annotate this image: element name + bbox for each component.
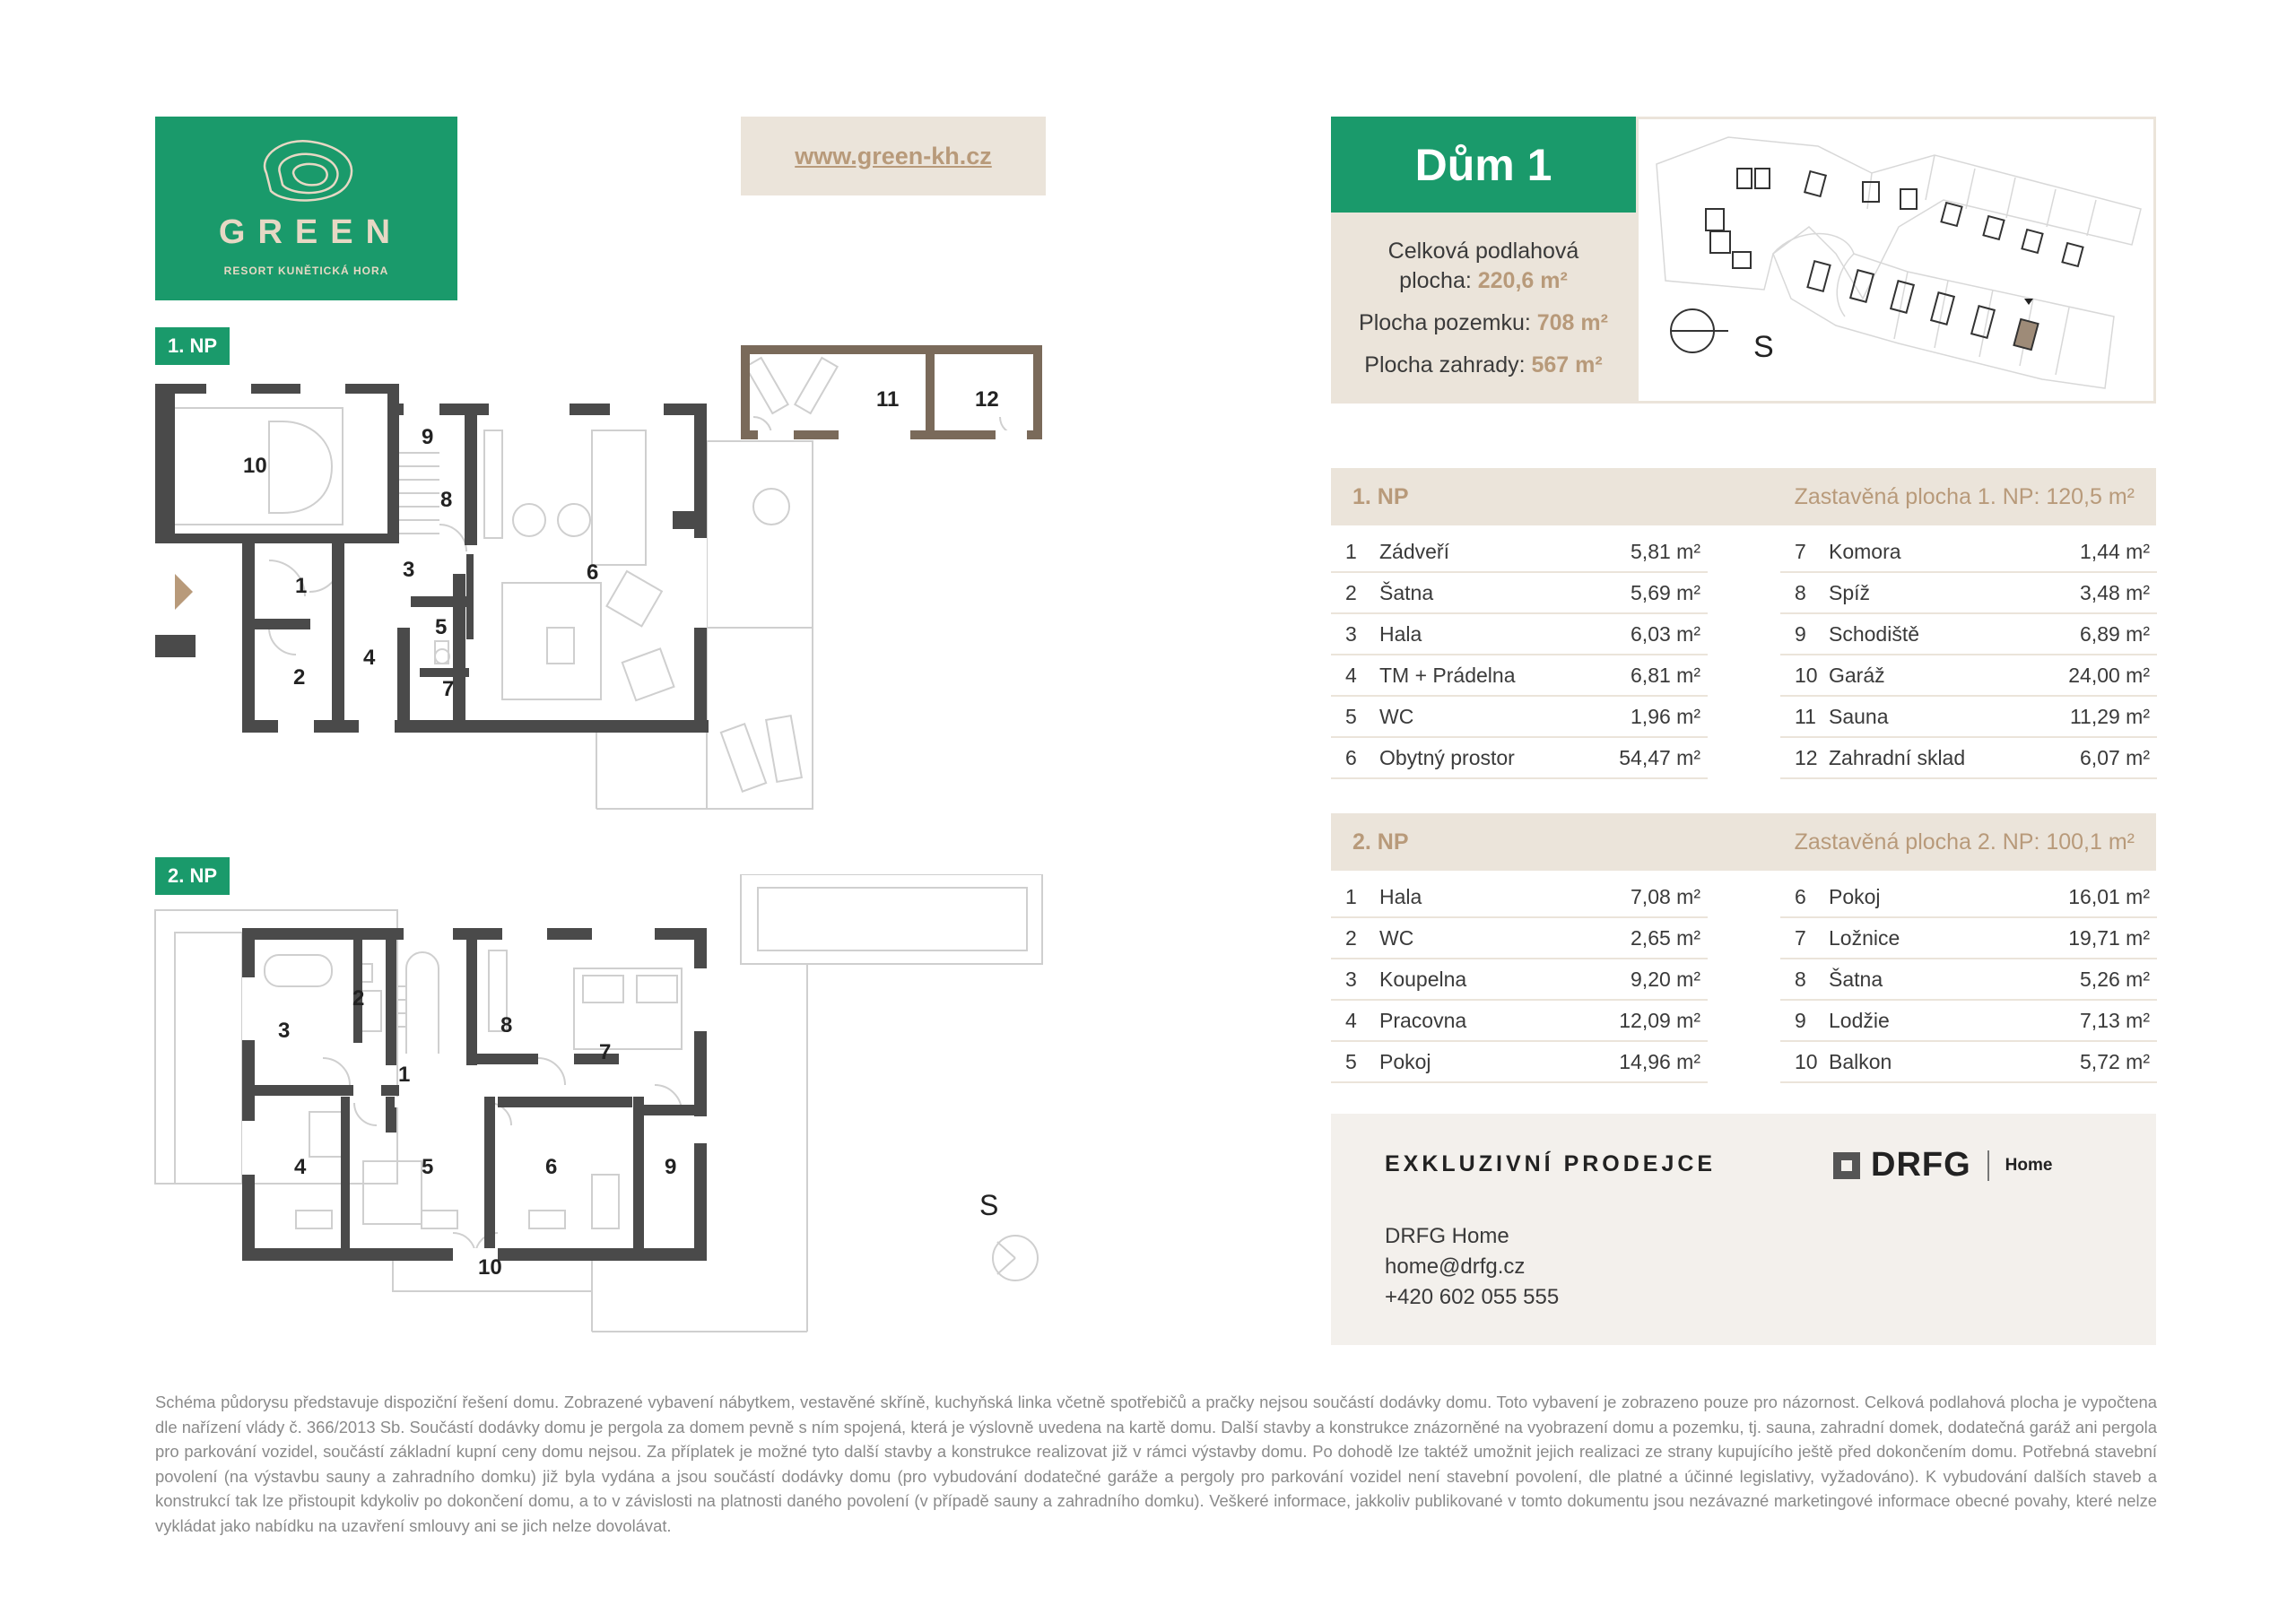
room-number: 12 xyxy=(1795,746,1818,769)
room-number: 9 xyxy=(1795,622,1806,646)
np2-title: 2. NP xyxy=(1352,829,1409,855)
room-label: 1 xyxy=(398,1063,411,1087)
room-label: 5 xyxy=(422,1155,434,1179)
room-number: 5 xyxy=(1345,1050,1357,1073)
room-label: 10 xyxy=(478,1255,502,1280)
room-name: TM + Prádelna xyxy=(1379,664,1516,687)
disclaimer: Schéma půdorysu představuje dispoziční řešení domu. Zobrazené vybavení nábytkem, vestavěné skříně, kuchyňská linka včetně spotřebičů a pračky nejsou součástí dodávky domu. Toto vybavení je zobrazeno pouze pro názornost. Celková podlahová plocha je vypočtena dle nařízení vlády č. 366/2013 Sb. Součástí dodávky domu je pergola za domem pevně s ním spojená, která je výslovně uvedena na kartě domu. Další stavby a konstrukce znázorněné na vyobrazení domu a pozemku, tj. sauna, zahradní domek, dodatečná garáž ani pergola pro parkování vozidel, součástí základní kupní ceny domu nejsou. Za příplatek je možné tyto další stavby a konstrukce realizovat již v rámci výstavby domu. Po dohodě lze taktéž umožnit jejich realizaci ze strany kupujícího ještě před dokončením domu. Potřebná stavební povolení (na výstavbu sauny a zahradního domku) již byla vydána a jsou součástí dodávky domu (pro vybudování dodatečné garáže a pergoly pro parkování vozidel není stavební povolení, dle platné a účinné legislativy, vyžadováno). K vybudování dalších staveb a konstrukcí tak lze přistoupit kdykoliv po dokončení domu, a to v závislosti na platnosti daného povolení (v případě sauny a zahradního domku). Veškeré informace, jakkoliv publikované v tomto dokumentu jsou nezávazné marketingové informace obecné povahy, které nelze vykládat jako nabídku na uzavření smlouvy ani se jich nelze dovolávat. xyxy=(155,1393,2157,1535)
logo-subtitle: RESORT KUNĚTICKÁ HORA xyxy=(223,265,389,277)
room-area: 24,00 m² xyxy=(2068,664,2150,687)
table-row xyxy=(1331,696,1708,738)
room-label: 9 xyxy=(665,1155,677,1179)
table-row xyxy=(1780,1000,2157,1042)
room-label: 3 xyxy=(403,558,415,582)
seller-phone[interactable]: +420 602 055 555 xyxy=(1385,1285,1560,1309)
floor-badge-np1: 1. NP xyxy=(155,327,230,365)
floor-plan-np2 xyxy=(152,874,1058,1341)
total-area: plocha: 220,6 m² xyxy=(1399,268,1568,293)
room-area: 2,65 m² xyxy=(1631,926,1700,950)
np1-built-area: Zastavěná plocha 1. NP: 120,5 m² xyxy=(1794,484,2135,509)
room-label: 11 xyxy=(876,387,900,412)
room-name: Balkon xyxy=(1829,1050,1892,1073)
site-map-drawing xyxy=(1639,119,2153,401)
room-number: 10 xyxy=(1795,664,1818,687)
room-area: 5,72 m² xyxy=(2080,1050,2150,1073)
room-number: 5 xyxy=(1345,705,1357,728)
table-row xyxy=(1780,917,2157,959)
room-area: 9,20 m² xyxy=(1631,968,1700,991)
room-area: 14,96 m² xyxy=(1619,1050,1700,1073)
room-label: 9 xyxy=(422,425,434,449)
table-row xyxy=(1780,737,2157,779)
table-row xyxy=(1780,655,2157,697)
room-area: 5,26 m² xyxy=(2080,968,2150,991)
site-map-compass: S xyxy=(1753,330,1774,364)
room-name: Šatna xyxy=(1379,581,1434,604)
plot-area: Plocha pozemku: 708 m² xyxy=(1359,310,1608,335)
seller-contacts xyxy=(1385,1221,1559,1313)
room-area: 6,81 m² xyxy=(1631,664,1700,687)
room-label: 2 xyxy=(293,665,306,690)
room-area: 5,81 m² xyxy=(1631,540,1700,563)
room-name: Ložnice xyxy=(1829,926,1900,950)
room-label: 4 xyxy=(294,1155,307,1179)
room-area: 7,08 m² xyxy=(1631,885,1700,908)
room-name: Lodžie xyxy=(1829,1009,1890,1032)
garden-area: Plocha zahrady: 567 m² xyxy=(1364,352,1603,378)
room-label: 5 xyxy=(435,615,448,639)
room-area: 6,03 m² xyxy=(1631,622,1700,646)
room-number: 4 xyxy=(1345,1009,1357,1032)
room-area: 19,71 m² xyxy=(2068,926,2150,950)
room-area: 6,07 m² xyxy=(2080,746,2150,769)
house-areas xyxy=(1331,213,1636,404)
floor-plan-np1 xyxy=(152,345,1058,816)
np2-built-area: Zastavěná plocha 2. NP: 100,1 m² xyxy=(1794,829,2135,855)
room-area: 7,13 m² xyxy=(2080,1009,2150,1032)
compass-letter: S xyxy=(979,1189,999,1221)
seller-heading: EXKLUZIVNÍ PRODEJCE xyxy=(1385,1151,1717,1176)
room-area: 16,01 m² xyxy=(2068,885,2150,908)
room-name: Pokoj xyxy=(1379,1050,1431,1073)
room-name: Schodiště xyxy=(1829,622,1920,646)
room-name: Obytný prostor xyxy=(1379,746,1515,769)
room-name: WC xyxy=(1379,926,1414,950)
room-label: 8 xyxy=(500,1013,513,1037)
table-row xyxy=(1780,1041,2157,1083)
room-name: Pracovna xyxy=(1379,1009,1467,1032)
room-label: 6 xyxy=(545,1155,558,1179)
room-label: 7 xyxy=(442,677,455,701)
room-label: 7 xyxy=(599,1040,612,1064)
room-area: 12,09 m² xyxy=(1619,1009,1700,1032)
table-row xyxy=(1331,876,1708,918)
room-area: 1,96 m² xyxy=(1631,705,1700,728)
table-row xyxy=(1331,655,1708,697)
room-name: Hala xyxy=(1379,885,1422,908)
table-row xyxy=(1780,696,2157,738)
table-row xyxy=(1331,613,1708,655)
room-name: Zahradní sklad xyxy=(1829,746,1966,769)
room-label: 8 xyxy=(440,488,453,512)
room-name: Zádveří xyxy=(1379,540,1449,563)
room-number: 3 xyxy=(1345,968,1357,991)
lake-logo-icon xyxy=(248,133,365,209)
np2-section-header xyxy=(1331,813,2156,871)
room-number: 4 xyxy=(1345,664,1357,687)
room-number: 7 xyxy=(1795,926,1806,950)
table-row xyxy=(1331,572,1708,614)
room-name: Spíž xyxy=(1829,581,1871,604)
room-number: 8 xyxy=(1795,968,1806,991)
room-name: Koupelna xyxy=(1379,968,1467,991)
seller-email[interactable]: home@drfg.cz xyxy=(1385,1254,1526,1279)
room-area: 11,29 m² xyxy=(2069,705,2150,728)
room-number: 8 xyxy=(1795,581,1806,604)
room-area: 6,89 m² xyxy=(2080,622,2150,646)
room-name: Šatna xyxy=(1829,968,1883,991)
table-row xyxy=(1331,1041,1708,1083)
room-name: Garáž xyxy=(1829,664,1885,687)
room-name: WC xyxy=(1379,705,1414,728)
np1-section-header xyxy=(1331,468,2156,525)
table-row xyxy=(1780,613,2157,655)
room-label: 10 xyxy=(243,454,267,478)
room-label: 4 xyxy=(363,646,376,670)
room-name: Sauna xyxy=(1829,705,1889,728)
table-row xyxy=(1331,531,1708,573)
room-number: 9 xyxy=(1795,1009,1806,1032)
room-area: 5,69 m² xyxy=(1631,581,1700,604)
room-label: 3 xyxy=(278,1019,291,1043)
room-number: 6 xyxy=(1795,885,1806,908)
drfg-brand: DRFG xyxy=(1871,1146,1971,1184)
site-map xyxy=(1636,117,2156,404)
room-area: 54,47 m² xyxy=(1619,746,1700,769)
drfg-brand-sub: Home xyxy=(2005,1155,2053,1175)
seller-box xyxy=(1331,1114,2156,1345)
green-logo xyxy=(155,117,457,300)
room-area: 1,44 m² xyxy=(2080,540,2150,563)
room-name: Pokoj xyxy=(1829,885,1881,908)
room-number: 1 xyxy=(1345,540,1357,563)
room-number: 10 xyxy=(1795,1050,1818,1073)
seller-name: DRFG Home xyxy=(1385,1224,1509,1248)
room-label: 2 xyxy=(352,986,365,1011)
table-row xyxy=(1331,917,1708,959)
table-row xyxy=(1331,737,1708,779)
room-number: 2 xyxy=(1345,926,1357,950)
logo-name: GREEN xyxy=(218,213,404,251)
room-name: Komora xyxy=(1829,540,1901,563)
np1-title: 1. NP xyxy=(1352,484,1409,509)
table-row xyxy=(1780,876,2157,918)
room-number: 11 xyxy=(1795,705,1816,728)
drfg-square-icon xyxy=(1833,1152,1860,1179)
total-label-line1: Celková podlahová xyxy=(1387,239,1579,264)
room-name: Hala xyxy=(1379,622,1422,646)
website-link[interactable]: www.green-kh.cz xyxy=(795,142,992,169)
room-label: 6 xyxy=(587,560,599,585)
table-row xyxy=(1780,531,2157,573)
table-row xyxy=(1331,1000,1708,1042)
floor-badge-np2: 2. NP xyxy=(155,857,230,895)
website-box xyxy=(741,117,1046,195)
room-number: 3 xyxy=(1345,622,1357,646)
drfg-logo xyxy=(1833,1146,2052,1185)
room-number: 6 xyxy=(1345,746,1357,769)
room-label: 12 xyxy=(975,387,999,412)
table-row xyxy=(1780,572,2157,614)
table-row xyxy=(1331,959,1708,1001)
room-number: 7 xyxy=(1795,540,1806,563)
room-number: 2 xyxy=(1345,581,1357,604)
room-label: 1 xyxy=(295,574,308,598)
house-title: Dům 1 xyxy=(1331,117,1636,213)
room-area: 3,48 m² xyxy=(2080,581,2150,604)
room-number: 1 xyxy=(1345,885,1357,908)
table-row xyxy=(1780,959,2157,1001)
